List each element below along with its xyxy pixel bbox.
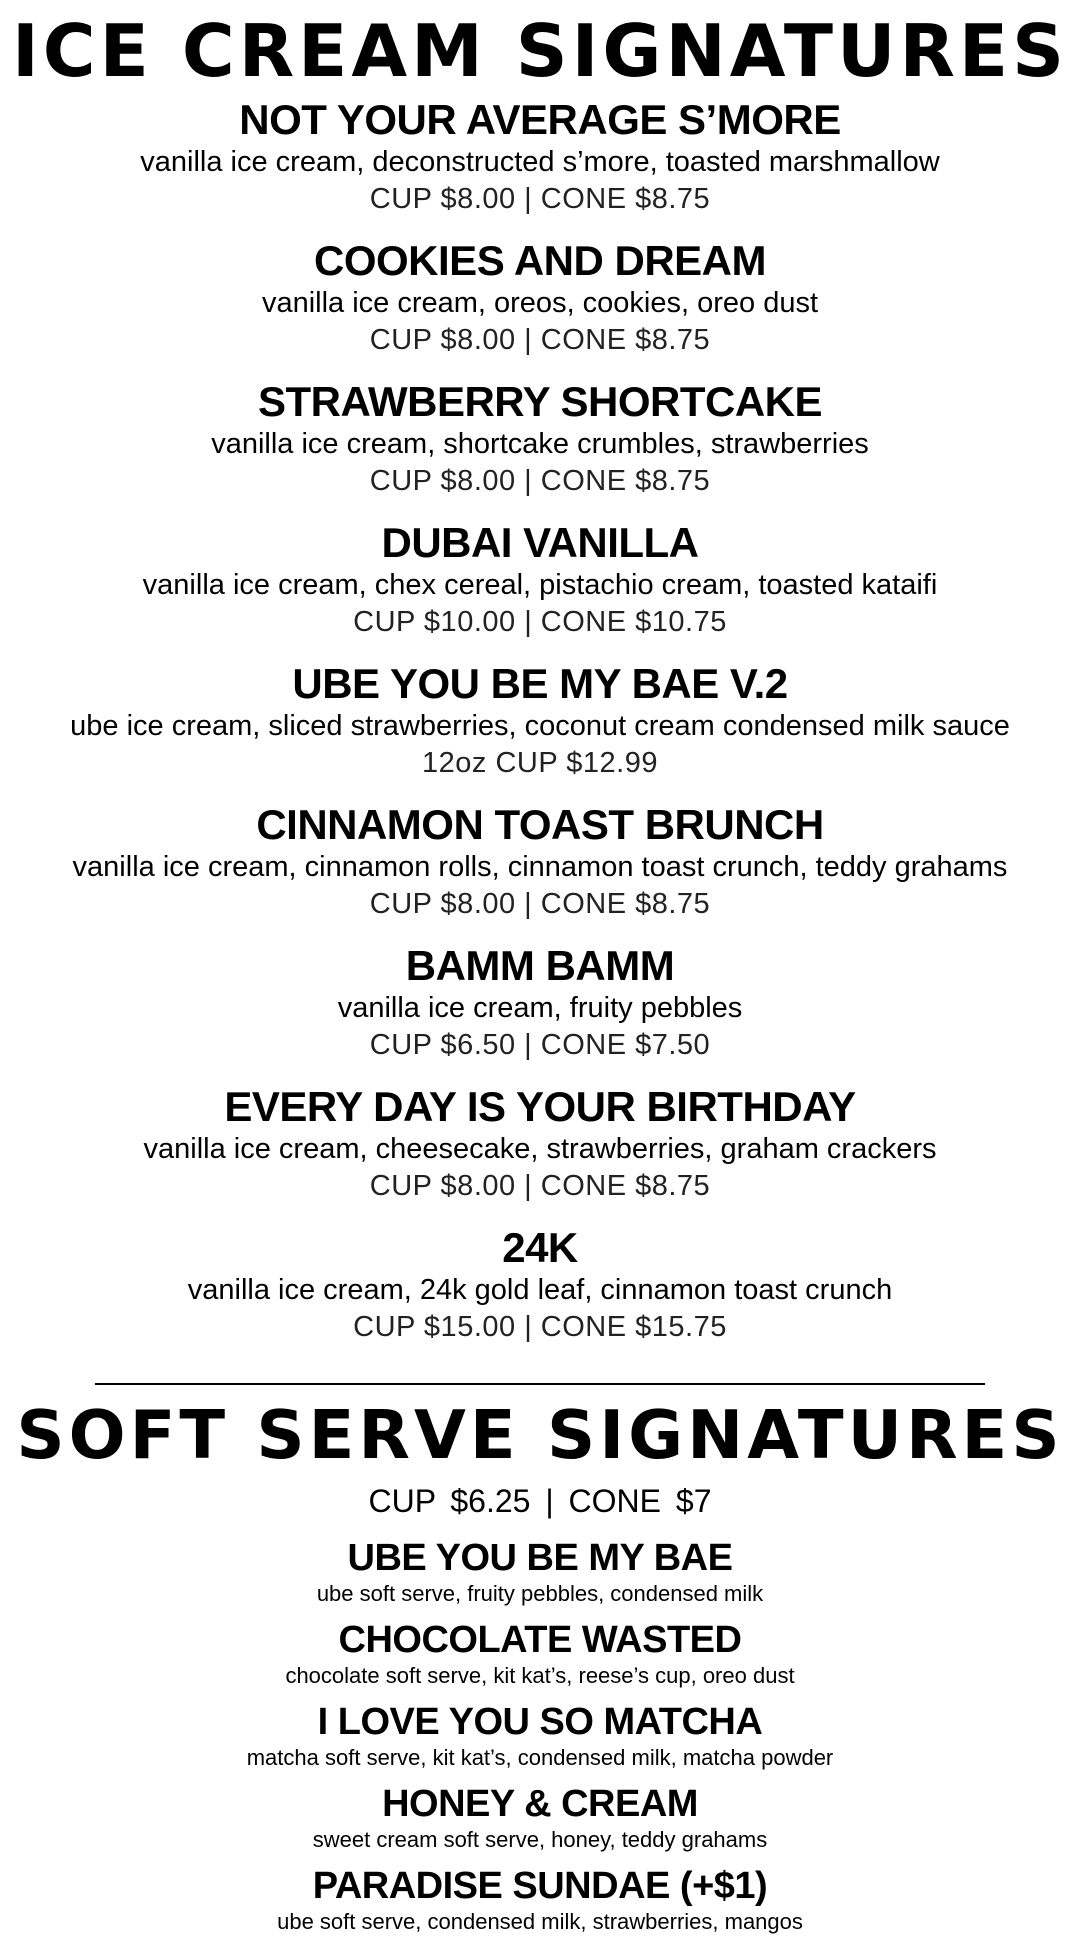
- item-description: sweet cream soft serve, honey, teddy grahams: [312, 1827, 768, 1852]
- menu-item: [0, 942, 1080, 1083]
- item-name: EVERY DAY IS YOUR BIRTHDAY: [224, 1083, 856, 1130]
- item-price: CUP $8.00 | CONE $8.75: [369, 324, 711, 356]
- item-price: CUP $10.00 | CONE $10.75: [353, 606, 727, 638]
- item-description: ube ice cream, sliced strawberries, coconut cream condensed milk sauce: [70, 710, 1010, 742]
- item-name: UBE YOU BE MY BAE: [347, 1537, 733, 1579]
- item-description: chocolate soft serve, kit kat’s, reese’s cup, oreo dust: [285, 1663, 795, 1688]
- menu-item: [0, 660, 1080, 801]
- menu-item: [0, 1863, 1080, 1945]
- item-price: CUP $8.00 | CONE $8.75: [369, 888, 711, 920]
- item-description: ube soft serve, fruity pebbles, condensed milk: [316, 1581, 764, 1606]
- item-description: vanilla ice cream, 24k gold leaf, cinnamon toast crunch: [187, 1274, 893, 1306]
- item-name: STRAWBERRY SHORTCAKE: [257, 378, 823, 425]
- item-price: CUP $8.00 | CONE $8.75: [369, 1170, 711, 1202]
- item-description: vanilla ice cream, chex cereal, pistachio cream, toasted kataifi: [142, 569, 938, 601]
- soft-serve-list: [0, 1535, 1080, 1945]
- item-description: vanilla ice cream, fruity pebbles: [337, 992, 743, 1024]
- item-description: vanilla ice cream, shortcake crumbles, strawberries: [211, 428, 869, 460]
- item-name: UBE YOU BE MY BAE V.2: [292, 660, 788, 707]
- ice-cream-section-title: ICE CREAM SIGNATURES: [12, 9, 1068, 93]
- item-name: CINNAMON TOAST BRUNCH: [256, 801, 824, 848]
- menu-item: [0, 1224, 1080, 1365]
- item-price: 12oz CUP $12.99: [422, 747, 658, 779]
- menu-item: [0, 378, 1080, 519]
- item-description: vanilla ice cream, oreos, cookies, oreo dust: [261, 287, 819, 319]
- menu-item: [0, 1617, 1080, 1699]
- item-description: matcha soft serve, kit kat’s, condensed milk, matcha powder: [246, 1745, 834, 1770]
- menu-item: [0, 96, 1080, 237]
- item-price: CUP $6.50 | CONE $7.50: [369, 1029, 711, 1061]
- menu-item: [0, 1781, 1080, 1863]
- item-name: 24K: [502, 1224, 578, 1271]
- menu-item: [0, 801, 1080, 942]
- section-divider: [95, 1383, 985, 1385]
- item-name: I LOVE YOU SO MATCHA: [317, 1701, 763, 1743]
- item-description: vanilla ice cream, cheesecake, strawberries, graham crackers: [143, 1133, 937, 1165]
- item-name: CHOCOLATE WASTED: [338, 1619, 742, 1661]
- item-name: HONEY & CREAM: [382, 1783, 698, 1825]
- item-price: CUP $8.00 | CONE $8.75: [369, 183, 711, 215]
- item-name: BAMM BAMM: [405, 942, 675, 989]
- item-name: PARADISE SUNDAE (+$1): [312, 1865, 768, 1907]
- item-description: ube soft serve, condensed milk, strawberries, mangos: [277, 1909, 803, 1934]
- menu-item: [0, 1699, 1080, 1781]
- item-description: vanilla ice cream, deconstructed s’more, toasted marshmallow: [140, 146, 940, 178]
- menu-item: [0, 519, 1080, 660]
- item-price: CUP $15.00 | CONE $15.75: [353, 1311, 727, 1343]
- soft-serve-price: CUP $6.25 | CONE $7: [368, 1483, 712, 1519]
- menu-item: [0, 1535, 1080, 1617]
- item-name: COOKIES AND DREAM: [314, 237, 766, 284]
- item-description: vanilla ice cream, cinnamon rolls, cinnamon toast crunch, teddy grahams: [72, 851, 1008, 883]
- item-price: CUP $8.00 | CONE $8.75: [369, 465, 711, 497]
- ice-cream-list: [0, 96, 1080, 1365]
- menu-item: [0, 1083, 1080, 1224]
- item-name: DUBAI VANILLA: [381, 519, 699, 566]
- menu-item: [0, 237, 1080, 378]
- item-name: NOT YOUR AVERAGE S’MORE: [239, 96, 841, 143]
- soft-serve-section-title: SOFT SERVE SIGNATURES: [16, 1396, 1064, 1474]
